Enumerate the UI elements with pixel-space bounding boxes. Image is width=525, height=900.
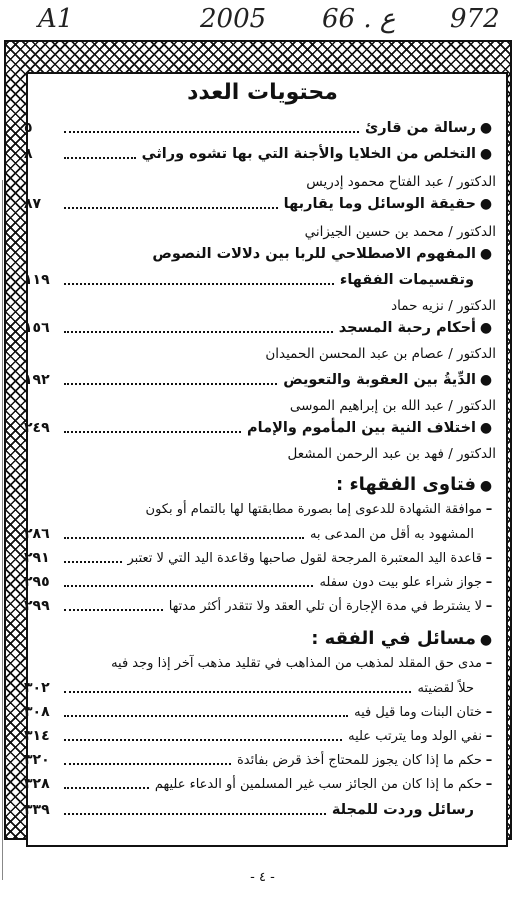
toc-entry[interactable] — [24, 146, 496, 162]
dash-icon: – — [485, 502, 493, 517]
dash-icon: – — [485, 753, 493, 768]
page-number: ٨٧ — [24, 196, 42, 212]
fatawa-item[interactable]: – جواز شراء علو بيت دون سفله ٢٩٥ — [24, 574, 496, 590]
bullet-icon: ● — [479, 420, 493, 436]
section-heading-masail: ● مسائل في الفقه : — [24, 628, 496, 649]
fatawa-item[interactable]: – قاعدة اليد المعتبرة المرجحة لقول صاحبها وقاعدة اليد التي لا تعتبر ٢٩١ — [24, 550, 496, 566]
page-number: ٣١٤ — [24, 728, 50, 744]
handwritten-code-a: A1 — [38, 4, 74, 34]
toc-entry-letters[interactable] — [24, 802, 496, 818]
leader-dots — [64, 331, 333, 333]
entry-author: الدكتور / عصام بن عبد المحسن الحميدان — [265, 346, 496, 362]
entry-title: حقيقة الوسائل وما يقاربها — [283, 196, 476, 212]
entry-title: الدِّيةُ بين العقوبة والتعويض — [283, 372, 476, 388]
page-number: ٣٠٢ — [24, 680, 50, 696]
entry-title: رسائل وردت للمجلة — [331, 802, 474, 818]
bullet-icon: ● — [479, 320, 493, 336]
dash-icon: – — [485, 656, 493, 671]
dash-icon: – — [485, 599, 493, 614]
leader-dots — [64, 561, 122, 563]
masail-item[interactable]: – حكم ما إذا كان من الجائز سب غير المسلمين أو الدعاء عليهم ٣٢٨ — [24, 776, 496, 792]
page-footer-number: - ٤ - — [250, 870, 275, 885]
leader-dots — [64, 813, 326, 815]
entry-title: اختلاف النية بين المأموم والإمام — [247, 420, 476, 436]
toc-entry[interactable] — [24, 120, 496, 136]
page-number: ١١٩ — [24, 272, 50, 288]
fatawa-item[interactable]: – موافقة الشهادة للدعوى إما بصورة مطابقتها لها بالتمام أو بكون — [24, 502, 496, 517]
leader-dots — [64, 585, 313, 587]
masail-item[interactable]: – مدى حق المقلد لمذهب من المذاهب في تقليد مذهب آخر إذا وجد فيه — [24, 656, 496, 671]
dash-icon: – — [485, 729, 493, 744]
fatawa-item-continued: المشهود به أقل من المدعى به ٢٨٦ — [24, 526, 474, 542]
masail-item[interactable]: – حكم ما إذا كان يجوز للمحتاج أخذ قرض بفائدة ٣٢٠ — [24, 752, 496, 768]
dash-icon: – — [485, 777, 493, 792]
entry-author: الدكتور / فهد بن عبد الرحمن المشعل — [287, 446, 496, 462]
entry-title: رسالة من قارئ — [365, 120, 476, 136]
page-number: ٢٩٥ — [24, 574, 50, 590]
leader-dots — [64, 131, 359, 133]
page-number: ٣٣٩ — [24, 802, 50, 818]
leader-dots — [64, 431, 241, 433]
bullet-icon: ● — [479, 246, 493, 262]
entry-author: الدكتور / محمد بن حسين الجيزاني — [304, 224, 496, 240]
page-number: ٢٩٩ — [24, 598, 50, 614]
toc-entry[interactable] — [24, 196, 496, 212]
entry-author: الدكتور / عبد الفتاح محمود إدريس — [306, 174, 496, 190]
leader-dots — [64, 283, 334, 285]
leader-dots — [64, 787, 149, 789]
handwritten-issue: 66 . ع — [322, 4, 396, 34]
page-title: محتويات العدد — [187, 80, 338, 105]
bullet-icon: ● — [479, 478, 493, 494]
toc-entry[interactable] — [24, 420, 496, 436]
section-heading-fatawa: ● فتاوى الفقهاء : — [24, 474, 496, 495]
page-number: ٢٨٦ — [24, 526, 50, 542]
page-number: ٥ — [24, 120, 33, 136]
page-edge-line — [2, 180, 3, 880]
dash-icon: – — [485, 575, 493, 590]
bullet-icon: ● — [479, 632, 493, 648]
toc-entry[interactable] — [24, 372, 496, 388]
leader-dots — [64, 715, 348, 717]
fatawa-item[interactable]: – لا يشترط في مدة الإجارة أن تلي العقد ولا تتقدر أكثر مدتها ٢٩٩ — [24, 598, 496, 614]
leader-dots — [64, 537, 304, 539]
toc-entry-continued — [24, 272, 496, 288]
masail-item-continued: حلاً لقضيته ٣٠٢ — [24, 680, 474, 696]
bullet-icon: ● — [479, 372, 493, 388]
page-number: ٣٠٨ — [24, 704, 50, 720]
handwritten-number: 972 — [450, 4, 500, 34]
leader-dots — [64, 763, 231, 765]
page-number: ٣٢٨ — [24, 776, 50, 792]
leader-dots — [64, 691, 411, 693]
page-number: ٨ — [24, 146, 33, 162]
toc-entry[interactable] — [24, 246, 496, 262]
bullet-icon: ● — [479, 120, 493, 136]
bullet-icon: ● — [479, 146, 493, 162]
leader-dots — [64, 383, 277, 385]
leader-dots — [64, 207, 278, 209]
bullet-icon: ● — [479, 196, 493, 212]
leader-dots — [64, 609, 163, 611]
page-number: ٣٢٠ — [24, 752, 50, 768]
page-number: ٢٩١ — [24, 550, 50, 566]
entry-title: التخلص من الخلايا والأجنة التي بها تشوه وراثي — [141, 146, 476, 162]
masail-item[interactable]: – ختان البنات وما قيل فيه ٣٠٨ — [24, 704, 496, 720]
entry-title: المفهوم الاصطلاحي للربا بين دلالات النصوص — [152, 246, 476, 262]
page-number: ٢٤٩ — [24, 420, 50, 436]
handwritten-year: 2005 — [200, 4, 267, 34]
page-number: ١٥٦ — [24, 320, 50, 336]
dash-icon: – — [485, 551, 493, 566]
page-number: ١٩٢ — [24, 372, 50, 388]
entry-title-line2: وتقسيمات الفقهاء — [339, 272, 474, 288]
leader-dots — [64, 739, 342, 741]
entry-title: أحكام رحبة المسجد — [338, 320, 476, 336]
leader-dots — [64, 157, 136, 159]
masail-item[interactable]: – نفي الولد وما يترتب عليه ٣١٤ — [24, 728, 496, 744]
dash-icon: – — [485, 705, 493, 720]
entry-author: الدكتور / نزيه حماد — [391, 298, 496, 314]
entry-author: الدكتور / عبد الله بن إبراهيم الموسى — [289, 398, 496, 414]
toc-entry[interactable] — [24, 320, 496, 336]
